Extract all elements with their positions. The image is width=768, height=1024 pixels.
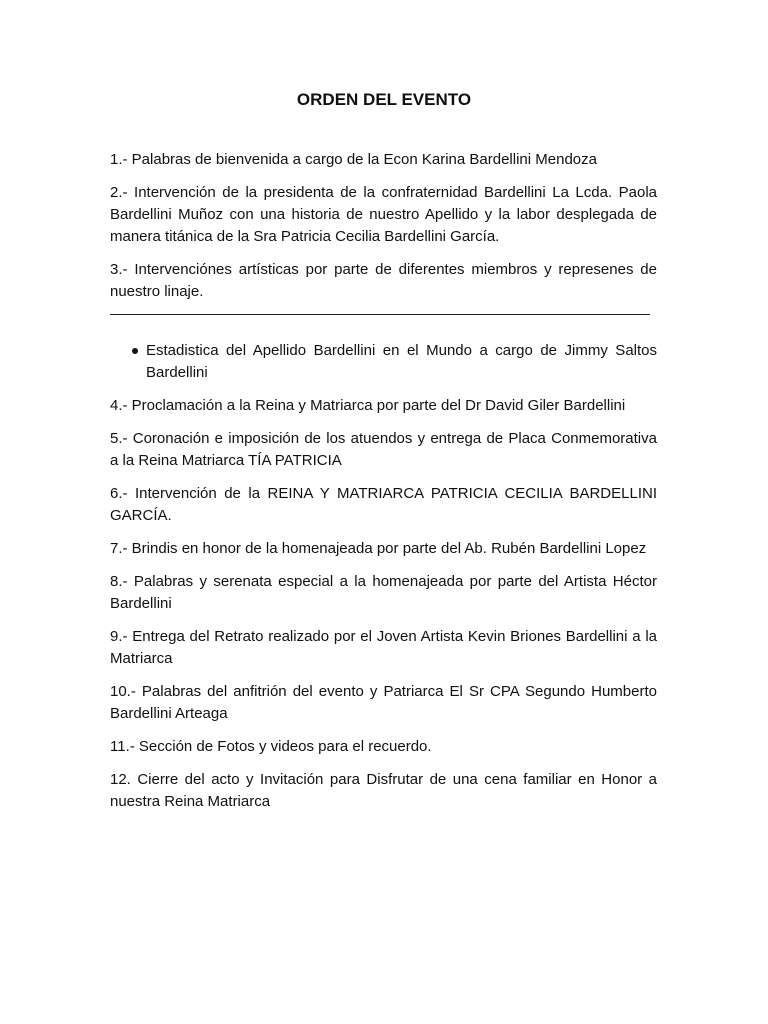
blank-line-divider [110, 314, 650, 331]
agenda-item-1: 1.- Palabras de bienvenida a cargo de la Econ Karina Bardellini Mendoza [110, 151, 597, 168]
agenda-item-5: 5.- Coronación e imposición de los atuendos y entrega de Placa Conmemorativa a la Reina Matriarca TÍA PATRICIA [110, 430, 657, 469]
document-title: ORDEN DEL EVENTO [296, 90, 472, 109]
agenda-item-12: 12. Cierre del acto y Invitación para Disfrutar de una cena familiar en Honor a nuestra Reina Matriarca [110, 771, 657, 810]
bullet-list [110, 340, 657, 384]
agenda-item-2: 2.- Intervención de la presidenta de la confraternidad Bardellini La Lcda. Paola Bardellini Muñoz con una historia de nuestro Apellido y la labor desplegada de manera titánica de la Sra Patricia Cecilia Bardellini García. [110, 184, 657, 245]
agenda-item-10: 10.- Palabras del anfitrión del evento y Patriarca El Sr CPA Segundo Humberto Bardellini Arteaga [110, 683, 657, 722]
agenda-item-3: 3.- Intervenciónes artísticas por parte de diferentes miembros y represenes de nuestro linaje. [110, 261, 657, 300]
bullet-item-text: Estadistica del Apellido Bardellini en el Mundo a cargo de Jimmy Saltos Bardellini [146, 342, 657, 381]
agenda-item-4: 4.- Proclamación a la Reina y Matriarca por parte del Dr David Giler Bardellini [110, 397, 626, 414]
agenda-item-9: 9.- Entrega del Retrato realizado por el Joven Artista Kevin Briones Bardellini a la Matriarca [110, 628, 657, 667]
agenda-item-11: 11.- Sección de Fotos y videos para el recuerdo. [110, 738, 432, 755]
agenda-item-6: 6.- Intervención de la REINA Y MATRIARCA PATRICIA CECILIA BARDELLINI GARCÍA. [110, 485, 657, 524]
bullet-dot-icon [132, 348, 138, 354]
document-body [110, 149, 657, 824]
agenda-item-7: 7.- Brindis en honor de la homenajeada por parte del Ab. Rubén Bardellini Lopez [110, 540, 647, 557]
bullet-item [110, 340, 657, 384]
agenda-item-8: 8.- Palabras y serenata especial a la homenajeada por parte del Artista Héctor Bardellini [110, 573, 657, 612]
